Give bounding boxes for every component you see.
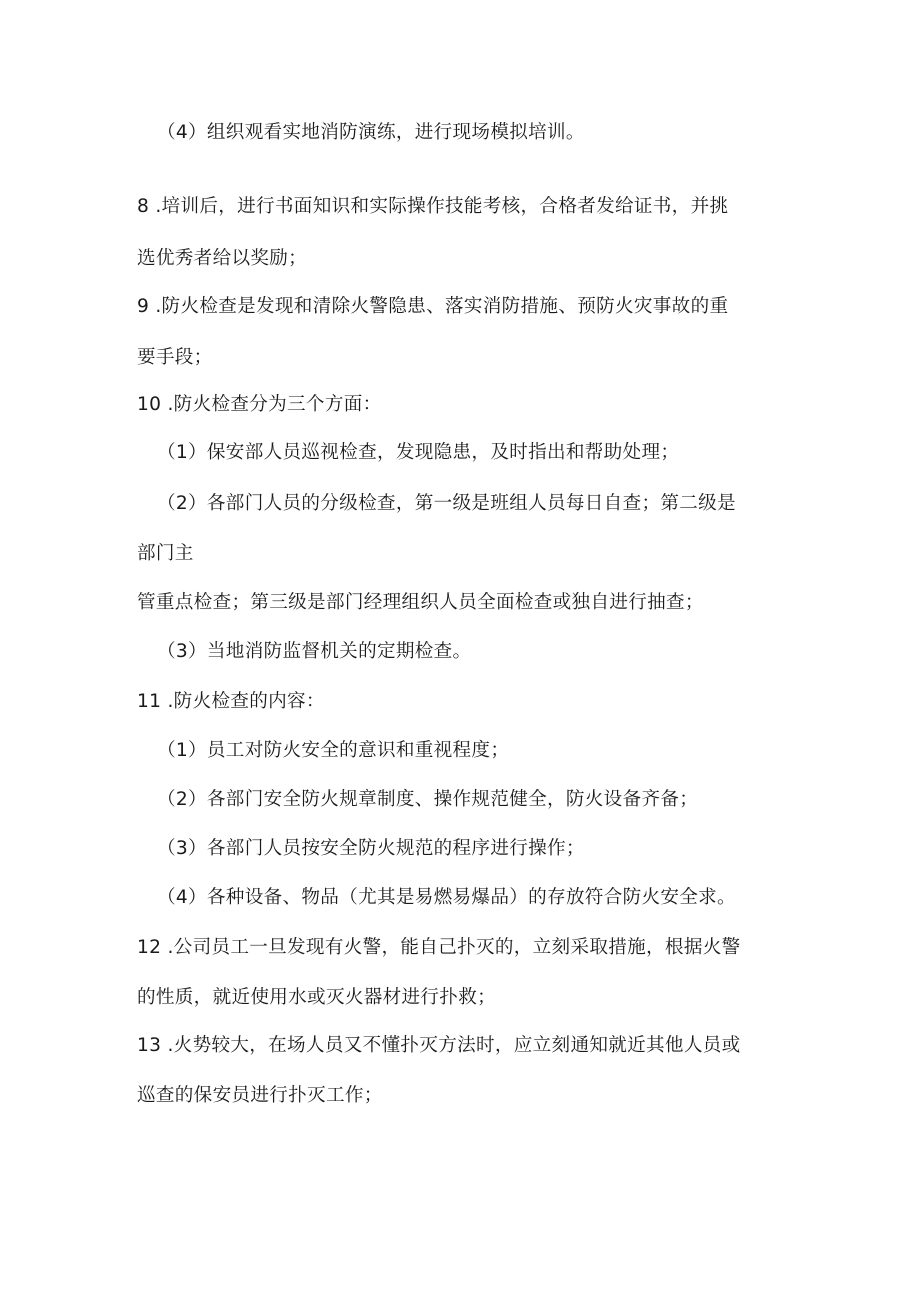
text-line: 10 .防火检查分为三个方面： — [137, 394, 382, 415]
text-line: （2）各部门安全防火规章制度、操作规范健全，防火设备齐备； — [157, 789, 699, 810]
text-line: 8 .培训后，进行书面知识和实际操作技能考核，合格者发给证书，并挑 — [137, 196, 729, 217]
text-line: （4）各种设备、物品（尤其是易燃易爆品）的存放符合防火安全求。 — [157, 887, 736, 908]
text-line: 选优秀者给以奖励； — [137, 248, 308, 269]
text-line: 要手段； — [137, 347, 213, 368]
text-line: 部门主 — [137, 543, 194, 564]
text-line: 9 .防火检查是发现和清除火警隐患、落实消防措施、预防火灾事故的重 — [137, 296, 729, 317]
text-line: （1）员工对防火安全的意识和重视程度； — [157, 740, 510, 761]
text-line: （4）组织观看实地消防演练，进行现场模拟培训。 — [157, 122, 585, 143]
text-line: 的性质，就近使用水或灭火器材进行扑救； — [137, 987, 496, 1008]
text-line: （2）各部门人员的分级检查，第一级是班组人员每日自查；第二级是 — [157, 493, 736, 514]
text-line: 11 .防火检查的内容： — [137, 691, 325, 712]
text-line: 13 .火势较大，在场人员又不懂扑灭方法时，应立刻通知就近其他人员或 — [137, 1035, 741, 1056]
text-line: 12 .公司员工一旦发现有火警，能自己扑灭的，立刻采取措施，根据火警 — [137, 937, 741, 958]
text-line: （1）保安部人员巡视检查，发现隐患，及时指出和帮助处理； — [157, 442, 680, 463]
text-line: 管重点检查；第三级是部门经理组织人员全面检查或独自进行抽查； — [137, 592, 704, 613]
text-line: （3）当地消防监督机关的定期检查。 — [157, 641, 472, 662]
text-line: 巡查的保安员进行扑灭工作； — [137, 1085, 383, 1106]
text-line: （3）各部门人员按安全防火规范的程序进行操作； — [157, 838, 585, 859]
